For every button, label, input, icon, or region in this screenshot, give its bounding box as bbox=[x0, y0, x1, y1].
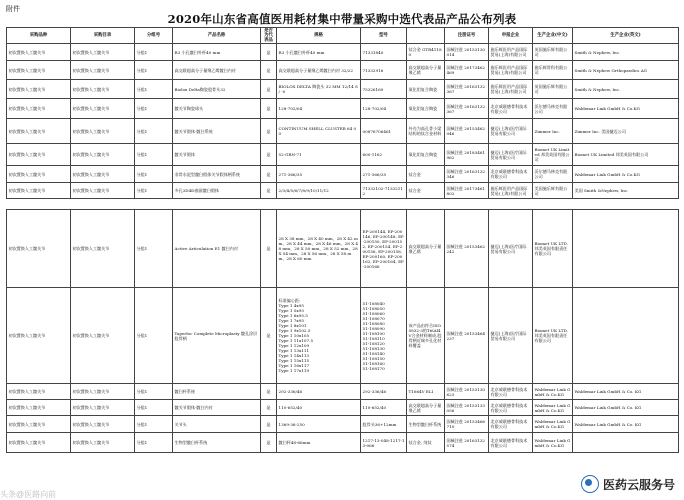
cell-catalog: 初次置换人工髋关节 bbox=[71, 433, 135, 453]
cell-maker-cn: Biomet UK Limited 邦美英国有限公司 bbox=[533, 144, 573, 166]
table-header-row bbox=[7, 28, 679, 44]
cell-category: 初次置换人工髋关节 bbox=[7, 80, 71, 99]
cell-maker-en bbox=[573, 433, 679, 453]
cell-model: EP-200144, EP-200146, EP-200148, EP-200150, EP-200152, EP-200154, EP-200156, EP-200158, EP-200160, EP-200162, EP-200164, EP-200166 bbox=[361, 210, 407, 288]
cell-maker-cn: Biomet UK LTD. 邦美英国有限责任有限公司 bbox=[533, 288, 573, 384]
cell-registration: 国械注进 20173461802 bbox=[445, 183, 489, 199]
cell-product-name: Biolox Delta陶瓷股骨头32 bbox=[173, 80, 261, 99]
cell-product-name: 多孔3D4D曲面髋臼假体 bbox=[173, 183, 261, 199]
cell-spec: 髋臼杯48-66mm bbox=[277, 433, 361, 453]
cell-maker-cn: Waldemar Link GmbH & Co.KG bbox=[533, 433, 573, 453]
cell-representative: 是 bbox=[261, 166, 277, 183]
cell-maker-cn: Biomet UK LTD. 邦美英国有限责任有限公司 bbox=[533, 210, 573, 288]
cell-applicant: 捷迈(上海)医疗国际贸易有限公司 bbox=[489, 210, 533, 288]
cell-material: T1664V ELI bbox=[407, 384, 445, 400]
cell-catalog: 初次置换人工髋关节 bbox=[71, 416, 135, 433]
table-row bbox=[7, 400, 679, 416]
cell-group: 分组1 bbox=[135, 400, 173, 416]
cell-applicant: 北京威联德骨科技术有限公司 bbox=[489, 99, 533, 119]
col-catalog: 采购目录 bbox=[71, 28, 135, 44]
cell-model: 71332102-71332112 bbox=[361, 183, 407, 199]
cell-applicant: 北京威联德骨科技术有限公司 bbox=[489, 400, 533, 416]
table-row bbox=[7, 416, 679, 433]
cell-spec: 271-366/35 bbox=[277, 166, 361, 183]
cell-registration: 国械注进 20163132346 bbox=[445, 166, 489, 183]
cell-spec: 2/3/4/5/6/7/8/9/10/11/12 bbox=[277, 183, 361, 199]
attachment-label: 附件 bbox=[6, 6, 20, 13]
cell-group: 分组1 bbox=[135, 210, 173, 288]
cell-maker-cn: 沃尔德马林克有限公司 bbox=[533, 99, 573, 119]
cell-maker-en: Smith & Nephew, Inc. bbox=[573, 80, 679, 99]
cell-registration: 国械注进 20153462242 bbox=[445, 210, 489, 288]
cell-registration: 国械注进 20183461962 bbox=[445, 144, 489, 166]
cell-registration: 国械注进 20153466710 bbox=[445, 416, 489, 433]
cell-maker-cn: Zimmer Inc. bbox=[533, 119, 573, 144]
cell-product-name: 髋关节假体 bbox=[173, 144, 261, 166]
cell-product-name: 髋臼杯系统 bbox=[173, 384, 261, 400]
cell-product-name: Active Articulation E1 髋臼内衬 bbox=[173, 210, 261, 288]
cell-applicant: 施乐辉医用产品国际贸易(上海)有限公司 bbox=[489, 183, 533, 199]
cell-product-name: 非骨水泥型髋臼假体关节假体柄系统 bbox=[173, 166, 261, 183]
cell-category: 初次置换人工髋关节 bbox=[7, 144, 71, 166]
cell-material: 外壳为高孔骨小梁结构的钛合金材料 bbox=[407, 119, 445, 144]
watermark-right bbox=[578, 474, 678, 494]
cell-category: 初次置换人工髋关节 bbox=[7, 400, 71, 416]
cell-applicant: 北京威联德骨科技术有限公司 bbox=[489, 166, 533, 183]
cell-category: 初次置换人工髋关节 bbox=[7, 183, 71, 199]
col-material bbox=[407, 28, 445, 44]
cell-group: 分组1 bbox=[135, 61, 173, 80]
table-row bbox=[7, 166, 679, 183]
table-row bbox=[7, 61, 679, 80]
cell-category: 初次置换人工髋关节 bbox=[7, 44, 71, 61]
cell-representative: 是 bbox=[261, 384, 277, 400]
cell-catalog: 初次置换人工髋关节 bbox=[71, 80, 135, 99]
cell-representative: 是 bbox=[261, 433, 277, 453]
cell-maker-cn: 美国施乐辉有限公司 bbox=[533, 183, 573, 199]
cell-applicant: 北京威联德骨科技术有限公司 bbox=[489, 433, 533, 453]
cell-group: 分组1 bbox=[135, 119, 173, 144]
cell-registration: 国械注进 20153130623 bbox=[445, 384, 489, 400]
cell-spec: R3 小孔髋臼外杯40 mm bbox=[277, 44, 361, 61]
cell-model: 128-702/04 bbox=[361, 99, 407, 119]
cell-representative: 是 bbox=[261, 44, 277, 61]
cell-group: 分组1 bbox=[135, 384, 173, 400]
product-table bbox=[6, 27, 679, 453]
cell-catalog: 初次置换人工髋关节 bbox=[71, 44, 135, 61]
cell-model: 75326160 bbox=[361, 80, 407, 99]
watermark-right-text: 医药云服务号 bbox=[602, 477, 675, 492]
cell-product-name: 生物型髋臼杯系统 bbox=[173, 433, 261, 453]
table-row bbox=[7, 44, 679, 61]
cell-category: 初次置换人工髋关节 bbox=[7, 433, 71, 453]
table-row bbox=[7, 80, 679, 99]
cell-model: 71332916 bbox=[361, 61, 407, 80]
cell-model: 51-108040 51-108050 51-108060 51-108070 51-108080 51-108090 51-108100 51-108110 51-108120 51-108130 51-108140 51-108150 51-108160 51-108170 bbox=[361, 288, 407, 384]
col-category: 采购品种 bbox=[7, 28, 71, 44]
cell-spec: 标准偏心距: Type 1 4x95 Type 1 5x95 Type 1 6x95.5 Type 1 7x95 Type 1 8x101 Type 1 9x102.5 Type 1 10x105 Type 1 11x107.5 Type 1 12x109 Type 1 13x111 Type 1 14x113 Type 1 15x115 Type 1 16x117 Type 1 17x119 bbox=[277, 288, 361, 384]
cell-material: 钛合金 GTR41180 bbox=[407, 44, 445, 61]
watermark-left: 头条@医路向前 bbox=[0, 490, 57, 499]
cell-group: 分组1 bbox=[135, 144, 173, 166]
cell-representative: 是 bbox=[261, 210, 277, 288]
cell-registration: 国械注进 20163132367 bbox=[445, 80, 489, 99]
cell-applicant: 捷迈(上海)医疗国际贸易有限公司 bbox=[489, 119, 533, 144]
page-title: 2020年山东省高值医用耗材集中带量采购中选代表品产品公布列表 bbox=[167, 12, 517, 26]
cell-spec: 110-652/40 bbox=[277, 400, 361, 416]
cell-group: 分组1 bbox=[135, 44, 173, 61]
cell-category: 初次置换人工髋关节 bbox=[7, 288, 71, 384]
cell-representative: 是 bbox=[261, 416, 277, 433]
cell-representative: 是 bbox=[261, 80, 277, 99]
col-registration: 注册证号 bbox=[445, 28, 489, 44]
col-product-name: 产品名称 bbox=[173, 28, 261, 44]
cell-category: 初次置换人工髋关节 bbox=[7, 119, 71, 144]
cell-product-name: 髋关节陶瓷球头 bbox=[173, 99, 261, 119]
cell-material: 高交联超高分子量聚乙烯 bbox=[407, 400, 445, 416]
table-row bbox=[7, 433, 679, 453]
cell-model: 292-336/46 bbox=[361, 384, 407, 400]
cell-model: 600-1162 bbox=[361, 144, 407, 166]
table-row bbox=[7, 183, 679, 199]
cell-applicant: 捷迈(上海)医疗国际贸易有限公司 bbox=[489, 144, 533, 166]
cell-representative: 是 bbox=[261, 99, 277, 119]
cell-product-name: 高交联超高分子量聚乙烯髋臼内衬 bbox=[173, 61, 261, 80]
cell-maker-en: Waldemar Link GmbH & Co. KG bbox=[573, 416, 679, 433]
cell-registration: 国械注进 20153133056 bbox=[445, 400, 489, 416]
cell-registration: 国械注进 20163132574 bbox=[445, 433, 489, 453]
cell-representative: 是 bbox=[261, 144, 277, 166]
cell-category: 初次置换人工髋关节 bbox=[7, 416, 71, 433]
col-group: 分组号 bbox=[135, 28, 173, 44]
cell-group: 分组1 bbox=[135, 433, 173, 453]
cell-applicant: 捷迈(上海)医疗国际贸易有限公司 bbox=[489, 288, 533, 384]
table-row bbox=[7, 144, 679, 166]
cell-category: 初次置换人工髋关节 bbox=[7, 384, 71, 400]
cell-maker-cn: 施乐辉骨科有限公司 bbox=[533, 61, 573, 80]
cell-material: 氧化铝复合陶瓷 bbox=[407, 80, 445, 99]
cell-maker-en bbox=[573, 288, 679, 384]
cell-spec: 52-GRN-71 bbox=[277, 144, 361, 166]
cell-catalog: 初次置换人工髋关节 bbox=[71, 119, 135, 144]
cell-product-name: Taperloc Complete Microplasty 髋孔涂层 股骨柄 bbox=[173, 288, 261, 384]
cell-maker-en: 美国 Smith &Nephew, Inc. bbox=[573, 183, 679, 199]
table-row bbox=[7, 288, 679, 384]
cell-model: 71331840 bbox=[361, 44, 407, 61]
cell-applicant: 施乐辉医用产品国际贸易(上海)有限公司 bbox=[489, 80, 533, 99]
cell-catalog: 初次置换人工髋关节 bbox=[71, 384, 135, 400]
cell-material: 钛合金, 纯钛 bbox=[407, 433, 445, 453]
cell-representative: 是 bbox=[261, 119, 277, 144]
cell-maker-en bbox=[573, 210, 679, 288]
cell-spec: 1369-36-250 bbox=[277, 416, 361, 433]
cell-spec: 28 X 38 mm、28 X 40 mm、28 X 42 mm、28 X 44 mm、28 X 46 mm、28 X 48 mm、28 X 50 mm、28 X 52 mm、28 X 54 mm、28 X 56 mm、28 X 58 mm、28 X 60 mm bbox=[277, 210, 361, 288]
table-row bbox=[7, 99, 679, 119]
cell-representative: 是 bbox=[261, 183, 277, 199]
cell-registration: 国械注进 20163132367 bbox=[445, 99, 489, 119]
cell-product-name: 髋关节假体-髋臼系统 bbox=[173, 119, 261, 144]
cell-material: 高交联超高分子量聚乙烯 bbox=[407, 61, 445, 80]
cell-model: 股骨头36+12mm bbox=[361, 416, 407, 433]
cell-product-name: R3 小孔髋臼外杯40 mm bbox=[173, 44, 261, 61]
cell-maker-en: Zimmer Inc. 美国捷迈公司 bbox=[573, 119, 679, 144]
cell-representative: 是 bbox=[261, 288, 277, 384]
col-spec: 规格 bbox=[277, 28, 361, 44]
cell-material: 该产品由符合ISO5832-3的Ti6Al4V合金材料制成,股骨柄近端多孔化材料覆盖 bbox=[407, 288, 445, 384]
col-model: 型号 bbox=[361, 28, 407, 44]
cell-model: 1217-13-048-1217-13-066 bbox=[361, 433, 407, 453]
cell-group: 分组1 bbox=[135, 166, 173, 183]
cell-maker-cn: 英国施乐辉有限公司 bbox=[533, 44, 573, 61]
cell-group: 分组1 bbox=[135, 99, 173, 119]
cell-spec: 128-702/04 bbox=[277, 99, 361, 119]
cell-maker-cn: Waldemar Link GmbH & Co.KG bbox=[533, 384, 573, 400]
cell-catalog: 初次置换人工髋关节 bbox=[71, 210, 135, 288]
cell-catalog: 初次置换人工髋关节 bbox=[71, 288, 135, 384]
cell-model: 271-366/35 bbox=[361, 166, 407, 183]
cell-maker-en: Waldemar Link GmbH & Co.KG bbox=[573, 166, 679, 183]
cell-representative: 是 bbox=[261, 61, 277, 80]
cell-spec: CONTINUUM SHELL CLUSTER 64 00 bbox=[277, 119, 361, 144]
col-maker-en: 生产企业(英文) bbox=[573, 28, 679, 44]
cell-catalog: 初次置换人工髋关节 bbox=[71, 400, 135, 416]
cell-maker-cn: Waldemar Link GmbH & Co.KG bbox=[533, 416, 573, 433]
cell-category: 初次置换人工髋关节 bbox=[7, 99, 71, 119]
cell-material: 钛合金 bbox=[407, 166, 445, 183]
cell-registration: 国械注进 20153464237 bbox=[445, 288, 489, 384]
cell-registration: 国械注进 20173462469 bbox=[445, 61, 489, 80]
cell-material: 氧化铝复合陶瓷 bbox=[407, 99, 445, 119]
cell-model: 110-652/40 bbox=[361, 400, 407, 416]
cell-group: 分组1 bbox=[135, 288, 173, 384]
camera-icon bbox=[581, 475, 599, 493]
cell-product-name: 关节头 bbox=[173, 416, 261, 433]
table-row bbox=[7, 119, 679, 144]
cell-catalog: 初次置换人工髋关节 bbox=[71, 183, 135, 199]
cell-maker-cn: 沃尔德马林克有限公司 bbox=[533, 166, 573, 183]
cell-catalog: 初次置换人工髋关节 bbox=[71, 144, 135, 166]
cell-maker-cn: 英国施乐辉有限公司 bbox=[533, 80, 573, 99]
cell-maker-en: Waldemar Link GmbH & Co. KG bbox=[573, 400, 679, 416]
table-row bbox=[7, 210, 679, 288]
cell-category: 初次置换人工髋关节 bbox=[7, 61, 71, 80]
cell-maker-en: Smith & Nephew, Inc. bbox=[573, 44, 679, 61]
cell-maker-en: Biomet UK Limited 邦美英国有限公司 bbox=[573, 144, 679, 166]
cell-category: 初次置换人工髋关节 bbox=[7, 210, 71, 288]
cell-model: 00876706461 bbox=[361, 119, 407, 144]
cell-maker-cn: Waldemar Link GmbH & Co.KG bbox=[533, 400, 573, 416]
cell-catalog: 初次置换人工髋关节 bbox=[71, 166, 135, 183]
cell-applicant: 施乐辉医用产品国际贸易(上海)有限公司 bbox=[489, 44, 533, 61]
cell-representative: 是 bbox=[261, 400, 277, 416]
cell-group: 分组1 bbox=[135, 183, 173, 199]
cell-registration: 国械注进 20153130014 bbox=[445, 44, 489, 61]
cell-spec: 292-336/46 bbox=[277, 384, 361, 400]
col-representative: 是否为代表品 bbox=[261, 28, 277, 44]
cell-registration: 国械注进 20153462046 bbox=[445, 119, 489, 144]
cell-spec: BIOLOX DELTA 陶瓷头 32 MM 12/14 S / -0 bbox=[277, 80, 361, 99]
cell-category: 初次置换人工髋关节 bbox=[7, 166, 71, 183]
cell-product-name: 髋关节假体-髋臼内衬 bbox=[173, 400, 261, 416]
cell-spec: 高交联超高分子量聚乙烯髋臼内衬 32/22 bbox=[277, 61, 361, 80]
cell-maker-en: Waldemar Link GmbH & Co.KG bbox=[573, 99, 679, 119]
col-applicant: 申报企业 bbox=[489, 28, 533, 44]
cell-applicant: 施乐辉医用产品国际贸易(上海)有限公司 bbox=[489, 61, 533, 80]
table-row bbox=[7, 384, 679, 400]
cell-maker-en: Waldemar Link GmbH & Co. KG bbox=[573, 384, 679, 400]
cell-material: 钛合金 bbox=[407, 183, 445, 199]
cell-group: 分组1 bbox=[135, 80, 173, 99]
cell-group: 分组1 bbox=[135, 416, 173, 433]
cell-material: 高交联超高分子量聚乙烯 bbox=[407, 210, 445, 288]
cell-catalog: 初次置换人工髋关节 bbox=[71, 99, 135, 119]
col-maker-cn: 生产企业(中文) bbox=[533, 28, 573, 44]
cell-maker-en: Smith & Nephew Orthopaedics AG bbox=[573, 61, 679, 80]
cell-material: 氧化铝复合陶瓷 bbox=[407, 144, 445, 166]
cell-catalog: 初次置换人工髋关节 bbox=[71, 61, 135, 80]
cell-material: 生物型髋臼杯系统 bbox=[407, 416, 445, 433]
cell-applicant: 北京威联德骨科技术有限公司 bbox=[489, 416, 533, 433]
cell-applicant: 北京威联德骨科技术有限公司 bbox=[489, 384, 533, 400]
